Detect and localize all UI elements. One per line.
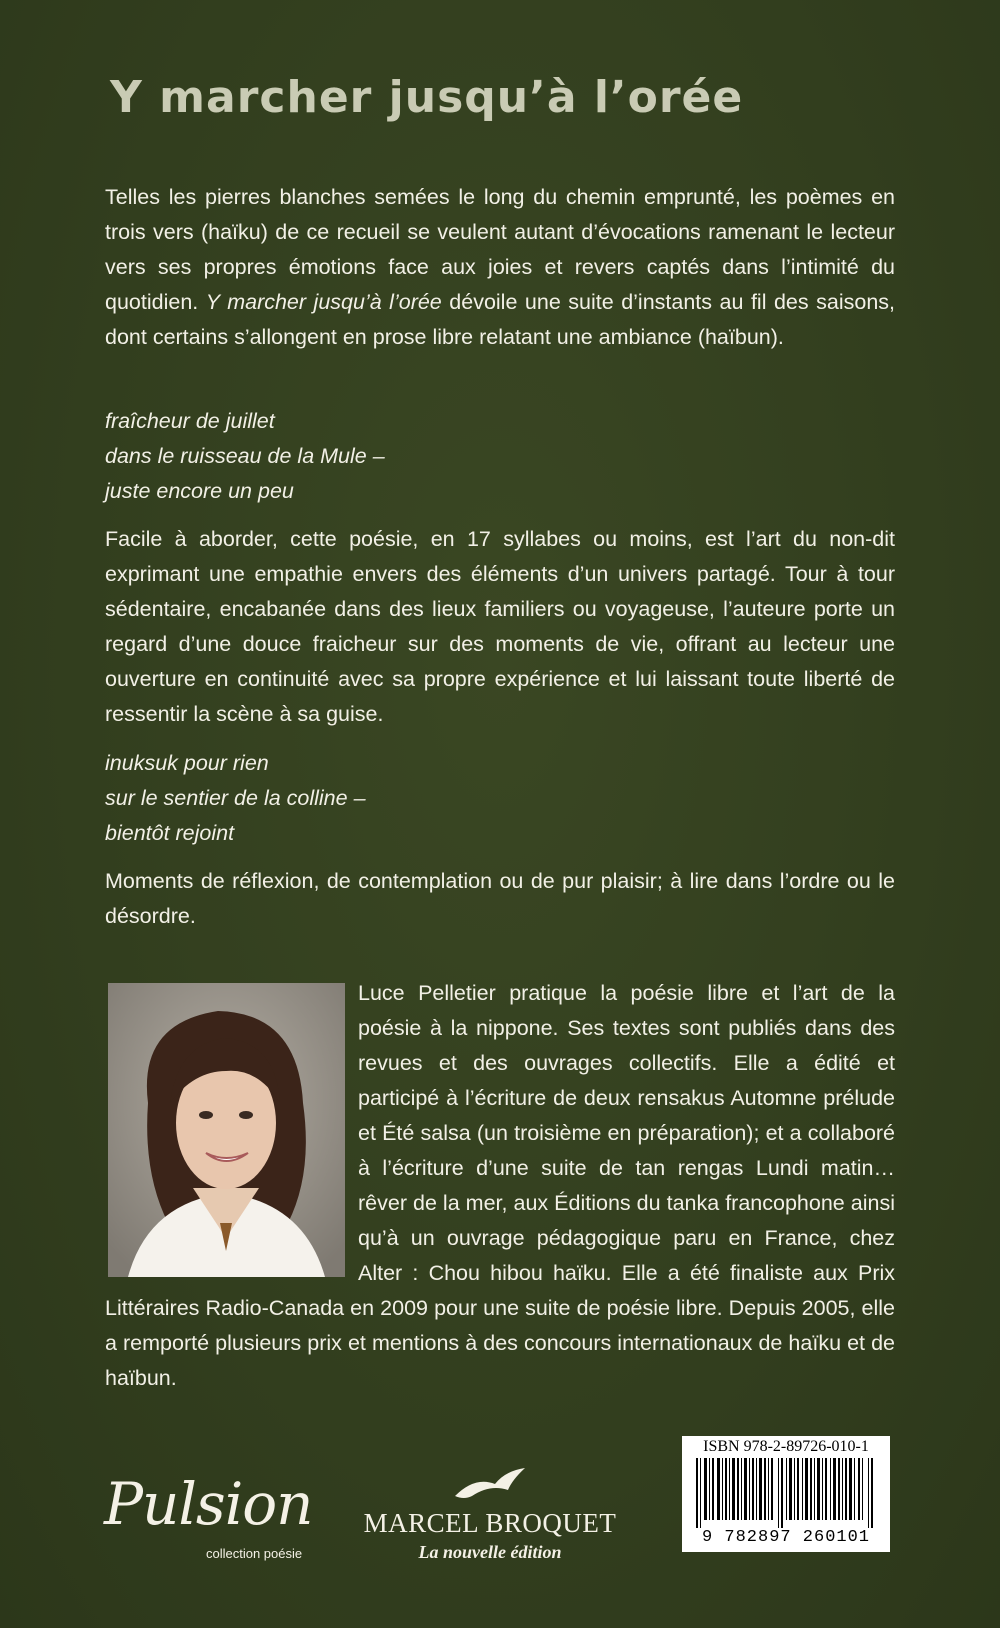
publisher-logo xyxy=(356,1466,624,1566)
description-text: Telles les pierres blanches semées le long du chemin emprunté, les poèmes en trois vers (haïku) de ce recueil se veulent autant d’évocations ramenant le lecteur vers ses propres émotions face aux joies et revers captés dans l’intimité du quotidien. xyxy=(105,185,895,314)
bird-icon xyxy=(450,1466,530,1506)
book-title-ref: Lundi matin… rêver de la mer xyxy=(358,1156,895,1215)
pulsion-subtitle: collection poésie xyxy=(206,1546,303,1561)
description-text: dévoile une suite d’instants au fil des saisons, dont certains s’allongent en prose libre relatant une ambiance (haïbun). xyxy=(105,290,896,349)
haiku-line: inuksuk pour rien xyxy=(105,751,269,775)
publisher-tagline: La nouvelle édition xyxy=(418,1542,562,1562)
book-title-ref: Chou hibou haïku xyxy=(428,1261,606,1285)
haiku-line: dans le ruisseau de la Mule – xyxy=(105,444,385,468)
barcode-digits: 9 782897 260101 xyxy=(701,1528,871,1547)
barcode-bars xyxy=(682,1458,890,1528)
description-paragraph-2: Facile à aborder, cette poésie, en 17 syllabes ou moins, est l’art du non-dit exprimant une empathie envers des éléments d’un univers partagé. Tour à tour sédentaire, encabanée dans des lieux familiers ou voyageuse, l’auteure porte un regard d’une douce fraicheur sur des moments de vie, offrant au lecteur une ouverture en continuité avec sa propre expérience et lui laissant toute liberté de ressentir la scène à sa guise. xyxy=(105,527,895,726)
haiku-1 xyxy=(105,404,805,509)
bio-text: (un troisième en préparation); et a collaboré à l’écriture d’une suite de tan rengas xyxy=(358,1121,896,1180)
haiku-2 xyxy=(105,746,805,851)
bio-text: pratique la poésie libre et l’art de la poésie à la nippone. Ses textes sont publiés dans des revues et des ouvrages collectifs. Elle a édité et participé à l’écriture de deux rensakus xyxy=(358,981,895,1110)
isbn-label: ISBN 978-2-89726-010-1 xyxy=(703,1438,869,1455)
isbn-barcode xyxy=(682,1436,890,1552)
haiku-line: bientôt rejoint xyxy=(105,821,235,845)
bio-text: et xyxy=(358,1121,383,1145)
photo-spacer xyxy=(105,976,358,1290)
pulsion-wordmark: Pulsion xyxy=(104,1470,313,1538)
bio-text: . Elle a été finaliste aux Prix Littéraires Radio-Canada en 2009 pour une suite de poésie libre. Depuis 2005, elle a remporté plusieurs prix et mentions à des concours internationaux de haïku et de haïbun. xyxy=(105,1261,895,1390)
author-name: Luce Pelletier xyxy=(358,981,496,1005)
book-title: Y marcher jusqu’à l’orée xyxy=(110,72,744,123)
bio-text: , aux Éditions du tanka francophone ainsi qu’à un ouvrage pédagogique paru en France, chez Alter : xyxy=(358,1191,895,1285)
haiku-line: juste encore un peu xyxy=(105,479,294,503)
publisher-name: MARCEL BROQUET xyxy=(363,1508,617,1538)
description-paragraph-1 xyxy=(105,180,895,355)
description-paragraph-3: Moments de réflexion, de contemplation ou de pur plaisir; à lire dans l’ordre ou le désordre. xyxy=(105,869,895,928)
title-reference: Y marcher jusqu’à l’orée xyxy=(205,290,442,314)
pulsion-logo xyxy=(104,1470,334,1570)
book-title-ref: Automne prélude xyxy=(730,1086,895,1110)
book-title-ref: Été salsa xyxy=(382,1121,471,1145)
haiku-line: fraîcheur de juillet xyxy=(105,409,275,433)
haiku-line: sur le sentier de la colline – xyxy=(105,786,366,810)
author-bio xyxy=(105,976,895,1396)
